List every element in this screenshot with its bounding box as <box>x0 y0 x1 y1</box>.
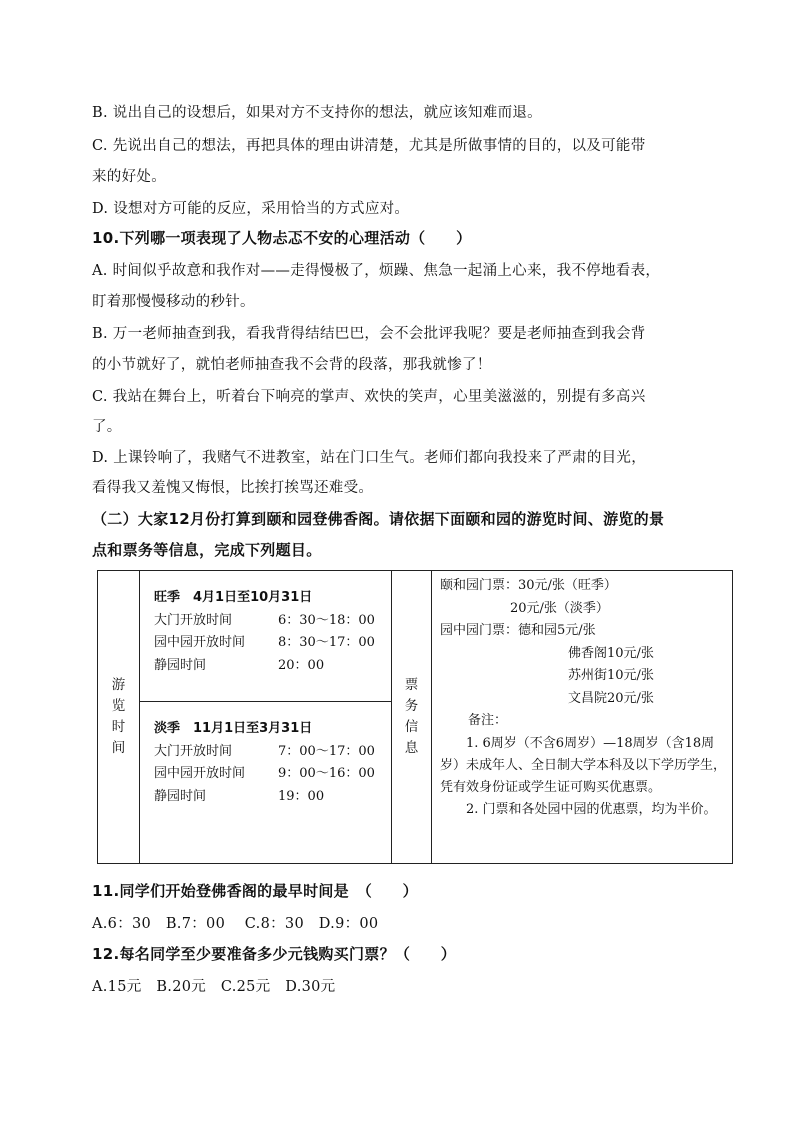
q11-options: A.6：30 B.7：00 C.8：30 D.9：00 <box>92 916 379 932</box>
note-2: 2. 门票和各处园中园的优惠票，均为半价。 <box>466 801 717 817</box>
garden-ticket: 园中园门票：德和园5元/张 <box>440 623 596 638</box>
q9-option-d: D. 设想对方可能的反应，采用恰当的方式应对。 <box>92 201 410 217</box>
q10-line: 看得我又羞愧又悔恨，比挨打挨骂还难受。 <box>92 480 374 496</box>
garden-ticket-item: 苏州街10元/张 <box>568 668 654 683</box>
q10-line: C. 我站在舞台上，听着台下响亮的掌声、欢快的笑声，心里美滋滋的，别提有多高兴 <box>92 389 646 405</box>
peak-row: 静园时间 20：00 <box>154 657 325 673</box>
off-row: 静园时间 19：00 <box>154 788 325 804</box>
section2-intro-cont: 点和票务等信息，完成下列题目。 <box>92 541 322 559</box>
q10-line: 的小节就好了，就怕老师抽查我不会背的段落，那我就惨了！ <box>92 357 492 373</box>
q10-line: A. 时间似乎故意和我作对——走得慢极了，烦躁、焦急一起涌上心来，我不停地看表， <box>92 263 661 279</box>
garden-ticket-item: 佛香阁10元/张 <box>568 645 654 661</box>
off-season-header: 淡季 11月1日至3月31日 <box>154 721 313 736</box>
note-1: 1. 6周岁（不含6周岁）—18周岁（含18周岁）未成年人、全日制大学本科及以下学历学生，凭有效身份证或学生证可购买优惠票。 <box>440 735 727 795</box>
peak-season-cell <box>140 571 392 702</box>
q9-option-c-cont: 来的好处。 <box>92 169 166 185</box>
q10-question: 10.下列哪一项表现了人物忐忑不安的心理活动（ ） <box>92 229 472 247</box>
off-row: 大门开放时间 7：00～17：00 <box>154 743 375 759</box>
off-row: 园中园开放时间 9：00～16：00 <box>154 766 375 781</box>
note-label: 备注： <box>468 713 508 728</box>
q9-option-c: C. 先说出自己的想法，再把具体的理由讲清楚，尤其是所做事情的目的，以及可能带 <box>92 138 646 154</box>
q10-line: D. 上课铃响了，我赌气不进教室，站在门口生气。老师们都向我投来了严肃的目光， <box>92 450 647 466</box>
q10-line: 盯着那慢慢移动的秒针。 <box>92 294 255 310</box>
section2-intro: （二）大家12月份打算到颐和园登佛香阁。请依据下面颐和园的游览时间、游览的景 <box>92 510 665 528</box>
park-info-table <box>97 570 733 864</box>
peak-season-header: 旺季 4月1日至10月31日 <box>154 590 313 605</box>
q12-options: A.15元 B.20元 C.25元 D.30元 <box>92 979 336 995</box>
park-ticket: 颐和园门票：30元/张（旺季） <box>440 578 617 593</box>
q12-question: 12.每名同学至少要准备多少元钱购买门票？（ ） <box>92 945 457 963</box>
ticket-info-label: 票 务 信 息 <box>392 571 432 864</box>
q11-question: 11.同学们开始登佛香阁的最早时间是 （ ） <box>92 882 418 900</box>
peak-row: 园中园开放时间 8：30～17：00 <box>154 635 375 650</box>
off-season-cell <box>140 702 392 864</box>
q10-line: B. 万一老师抽查到我，看我背得结结巴巴，会不会批评我呢？要是老师抽查到我会背 <box>92 326 646 342</box>
peak-row: 大门开放时间 6：30～18：00 <box>154 612 375 628</box>
visit-time-label: 游 览 时 间 <box>98 571 140 864</box>
ticket-info-cell <box>432 571 733 864</box>
q9-option-b: B. 说出自己的设想后，如果对方不支持你的想法，就应该知难而退。 <box>92 105 542 121</box>
garden-ticket-item: 文昌院20元/张 <box>568 690 654 706</box>
q10-line: 了。 <box>92 419 122 435</box>
park-ticket-off: 20元/张（淡季） <box>510 600 609 616</box>
